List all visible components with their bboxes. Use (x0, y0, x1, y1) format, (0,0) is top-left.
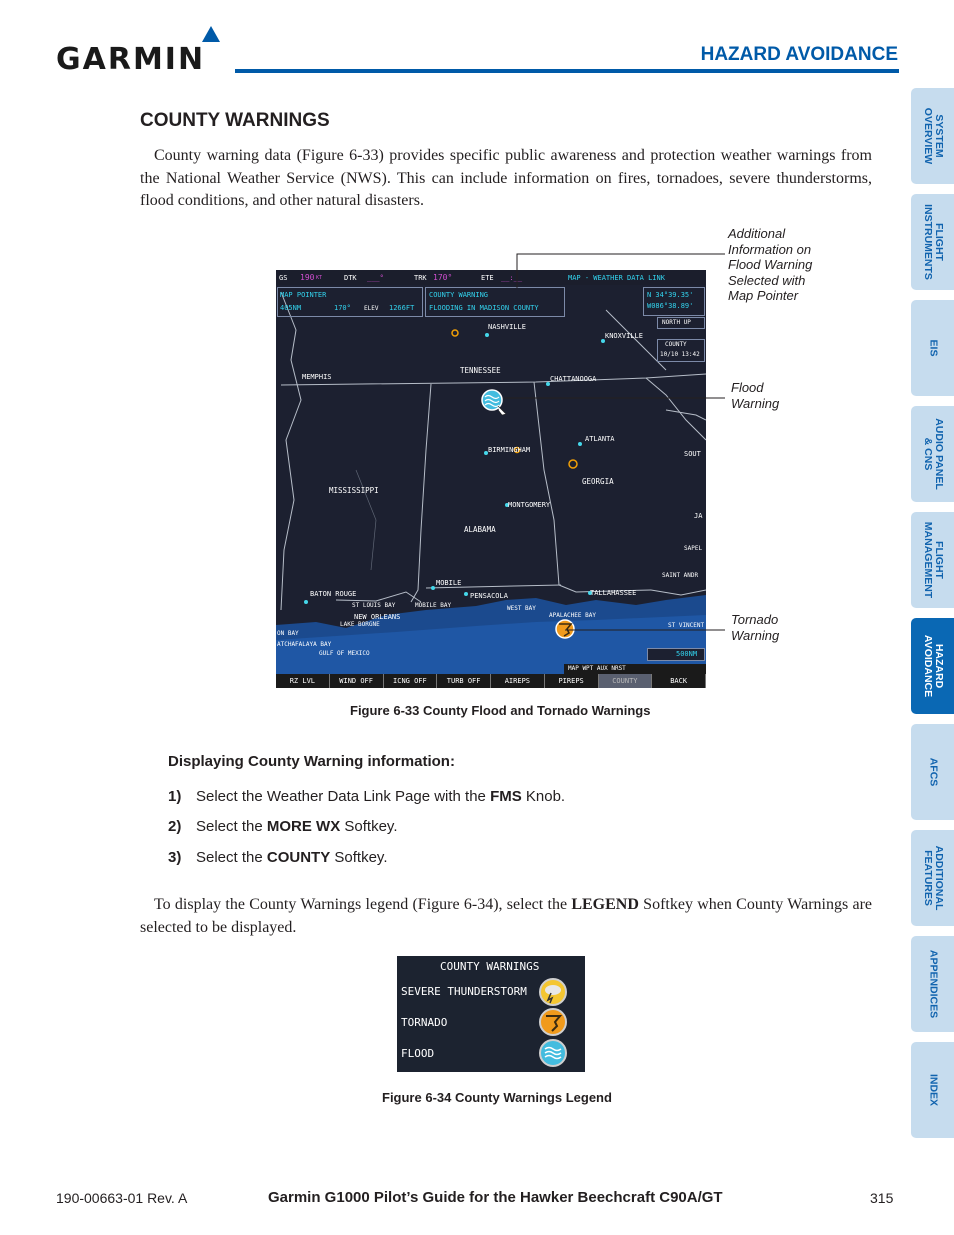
label-st-louis-bay: ST LOUIS BAY (352, 602, 396, 609)
label-apalachee-bay: APALACHEE BAY (549, 612, 596, 619)
page-title: MAP - WEATHER DATA LINK (568, 274, 665, 282)
softkey-turb[interactable]: TURB OFF (437, 674, 491, 688)
elev-label: ELEV (364, 305, 379, 312)
step-key: FMS (490, 788, 522, 805)
tab-afcs[interactable] (911, 724, 954, 820)
thunderstorm-icon (539, 978, 567, 1006)
dtk-value: ___° (367, 274, 384, 282)
legend-title: COUNTY WARNINGS (440, 960, 540, 973)
label-pensacola: PENSACOLA (470, 592, 508, 600)
label-georgia: GEORGIA (582, 477, 614, 486)
label-saint-andrew: SAINT ANDR (662, 572, 699, 579)
map-pointer-title: MAP POINTER (280, 291, 327, 299)
procedure-step-3 (168, 849, 387, 866)
document-title: Garmin G1000 Pilot’s Guide for the Hawker Beechcraft C90A/GT (268, 1189, 723, 1206)
softkey-county[interactable]: COUNTY (599, 674, 653, 688)
label-birmingham: BIRMINGHAM (488, 446, 531, 454)
label-nashville: NASHVILLE (488, 323, 526, 331)
storm-marker (569, 460, 577, 468)
longitude: W086°38.89' (647, 302, 694, 310)
legend-item-severe-thunderstorm: SEVERE THUNDERSTORM (401, 985, 527, 998)
step-text: Softkey. (340, 818, 398, 835)
intro-paragraph (140, 145, 872, 213)
tab-eis[interactable] (911, 300, 954, 396)
section-title: HAZARD AVOIDANCE (700, 44, 898, 65)
legend-item-tornado: TORNADO (401, 1016, 448, 1029)
softkey-bar (276, 674, 706, 688)
weather-map-figure (276, 270, 706, 688)
label-mobile-bay: MOBILE BAY (415, 602, 452, 609)
section-heading: COUNTY WARNINGS (140, 110, 330, 131)
label-tennessee: TENNESSEE (460, 366, 501, 375)
tab-label: AFCS (927, 757, 939, 787)
tab-hazard-avoidance[interactable] (911, 618, 954, 714)
softkey-icng[interactable]: ICNG OFF (384, 674, 438, 688)
legend-item-flood: FLOOD (401, 1047, 435, 1060)
gs-value: 190 (300, 273, 315, 282)
header-rule (235, 69, 899, 73)
page-number: 315 (870, 1190, 894, 1206)
softkey-aireps[interactable]: AIREPS (491, 674, 545, 688)
label-on-bay: ON BAY (277, 630, 299, 637)
map-pointer-bearing: 170° (334, 304, 351, 312)
label-tallahassee: TALLAHASSEE (590, 589, 637, 597)
label-mobile: MOBILE (436, 579, 462, 587)
label-lake-borgne: LAKE BORGNE (340, 621, 380, 628)
callout-flood-warning: Flood Warning (731, 380, 780, 411)
tab-label: FLIGHT INSTRUMENTS (921, 204, 945, 280)
step-number: 3) (168, 849, 182, 866)
step-number: 2) (168, 818, 182, 835)
tab-label: EIS (927, 339, 939, 357)
figure-caption-6-34: Figure 6-34 County Warnings Legend (382, 1090, 612, 1105)
step-key: COUNTY (266, 849, 331, 866)
legend-key: LEGEND (571, 896, 639, 913)
county-warning-title: COUNTY WARNING (429, 291, 489, 299)
flood-icon (539, 1039, 567, 1067)
procedure-step-1 (168, 788, 565, 805)
label-atchafalaya-bay: ATCHAFALAYA BAY (277, 641, 332, 648)
tab-additional-features[interactable] (911, 830, 954, 926)
label-atlanta: ATLANTA (585, 435, 615, 443)
label-west-bay: WEST BAY (507, 605, 536, 612)
tab-label: ADDITIONAL FEATURES (921, 845, 945, 911)
trk-value: 170° (433, 273, 453, 282)
softkey-pireps[interactable]: PIREPS (545, 674, 599, 688)
figure-caption-6-33: Figure 6-33 County Flood and Tornado Warnings (350, 703, 651, 718)
label-memphis: MEMPHIS (302, 373, 332, 381)
label-new-orleans: NEW ORLEANS (354, 613, 401, 621)
legend-text: Softkey when County Warnings are selected to be displayed. (140, 896, 873, 936)
procedure-heading: Displaying County Warning information: (168, 753, 455, 770)
legend-text: To display the County Warnings legend (Figure 6-34), select the (154, 896, 572, 913)
document-number: 190-00663-01 Rev. A (56, 1190, 188, 1206)
tornado-warning-icon (556, 620, 574, 638)
step-text: Select the (196, 818, 267, 835)
step-text: Select the Weather Data Link Page with the (196, 788, 491, 805)
logo-wordmark: GARMIN (56, 42, 206, 77)
page-group: MAP WPT AUX NRST (568, 665, 626, 672)
step-text: Knob. (521, 788, 566, 805)
gs-label: GS (279, 274, 288, 282)
flood-warning-icon (482, 390, 506, 415)
callout-tornado-warning: Tornado Warning (731, 612, 780, 643)
callout-additional-info: Additional Information on Flood Warning Selected with Map Pointer (728, 226, 813, 303)
dtk-label: DTK (344, 274, 357, 282)
label-chattanooga: CHATTANOOGA (550, 375, 597, 383)
softkey-rz-lvl[interactable]: RZ LVL (276, 674, 330, 688)
intro-text: County warning data (Figure 6-33) provides specific public awareness and protection weather warnings from the National Weather Service (NWS). This can include information on fires, tornadoes, severe thunderstorms, flood conditions, and other natural disasters. (140, 147, 872, 209)
county-product-label: COUNTY (665, 341, 687, 348)
ete-label: ETE (481, 274, 494, 282)
tab-audio-panel[interactable] (911, 406, 954, 502)
label-south: SOUT (684, 450, 701, 458)
step-text: Select the (196, 849, 267, 866)
label-alabama: ALABAMA (464, 525, 496, 534)
county-warnings-legend (397, 956, 585, 1072)
procedure-step-2 (168, 818, 397, 835)
tornado-icon (539, 1008, 567, 1036)
tab-system-overview[interactable] (911, 88, 954, 184)
map-pointer-distance: 405NM (280, 304, 302, 312)
step-key: MORE WX (266, 818, 341, 835)
tab-label: INDEX (927, 1073, 939, 1107)
ete-value: __:__ (501, 274, 523, 282)
label-knoxville: KNOXVILLE (605, 332, 643, 340)
storm-marker (452, 330, 458, 336)
county-product-time: 10/10 13:42 (660, 351, 700, 358)
softkey-wind[interactable]: WIND OFF (330, 674, 384, 688)
label-mississippi: MISSISSIPPI (329, 486, 379, 495)
tab-index[interactable] (911, 1042, 954, 1138)
tab-label: AUDIO PANEL & CNS (921, 418, 945, 490)
legend-paragraph (140, 894, 872, 939)
garmin-logo (56, 26, 221, 76)
gs-unit: KT (316, 275, 323, 281)
label-jay: JA (694, 512, 703, 520)
logo-triangle-icon (202, 26, 220, 42)
tab-flight-instruments[interactable] (911, 194, 954, 290)
tab-label: HAZARD AVOIDANCE (921, 634, 945, 698)
tab-label: APPENDICES (927, 949, 939, 1019)
step-number: 1) (168, 788, 182, 805)
map-status-bar (276, 270, 706, 285)
orientation: NORTH UP (662, 319, 691, 326)
label-gulf-of-mexico: GULF OF MEXICO (319, 650, 370, 657)
step-text: Softkey. (330, 849, 388, 866)
tab-label: SYSTEM OVERVIEW (921, 107, 945, 165)
label-baton-rouge: BATON ROUGE (310, 590, 357, 598)
tab-appendices[interactable] (911, 936, 954, 1032)
label-montgomery: MONTGOMERY (508, 501, 551, 509)
map-pointer-elevation: 1266FT (389, 304, 415, 312)
tab-flight-management[interactable] (911, 512, 954, 608)
county-warning-detail: FLOODING IN MADISON COUNTY (429, 304, 539, 312)
tab-label: FLIGHT MANAGEMENT (921, 521, 945, 599)
label-sapelo: SAPEL (684, 545, 703, 552)
map-range: 500NM (676, 650, 698, 658)
label-st-vincent: ST VINCENT (668, 622, 705, 629)
trk-label: TRK (414, 274, 427, 282)
latitude: N 34°39.35' (647, 291, 694, 299)
softkey-back[interactable]: BACK (652, 674, 706, 688)
